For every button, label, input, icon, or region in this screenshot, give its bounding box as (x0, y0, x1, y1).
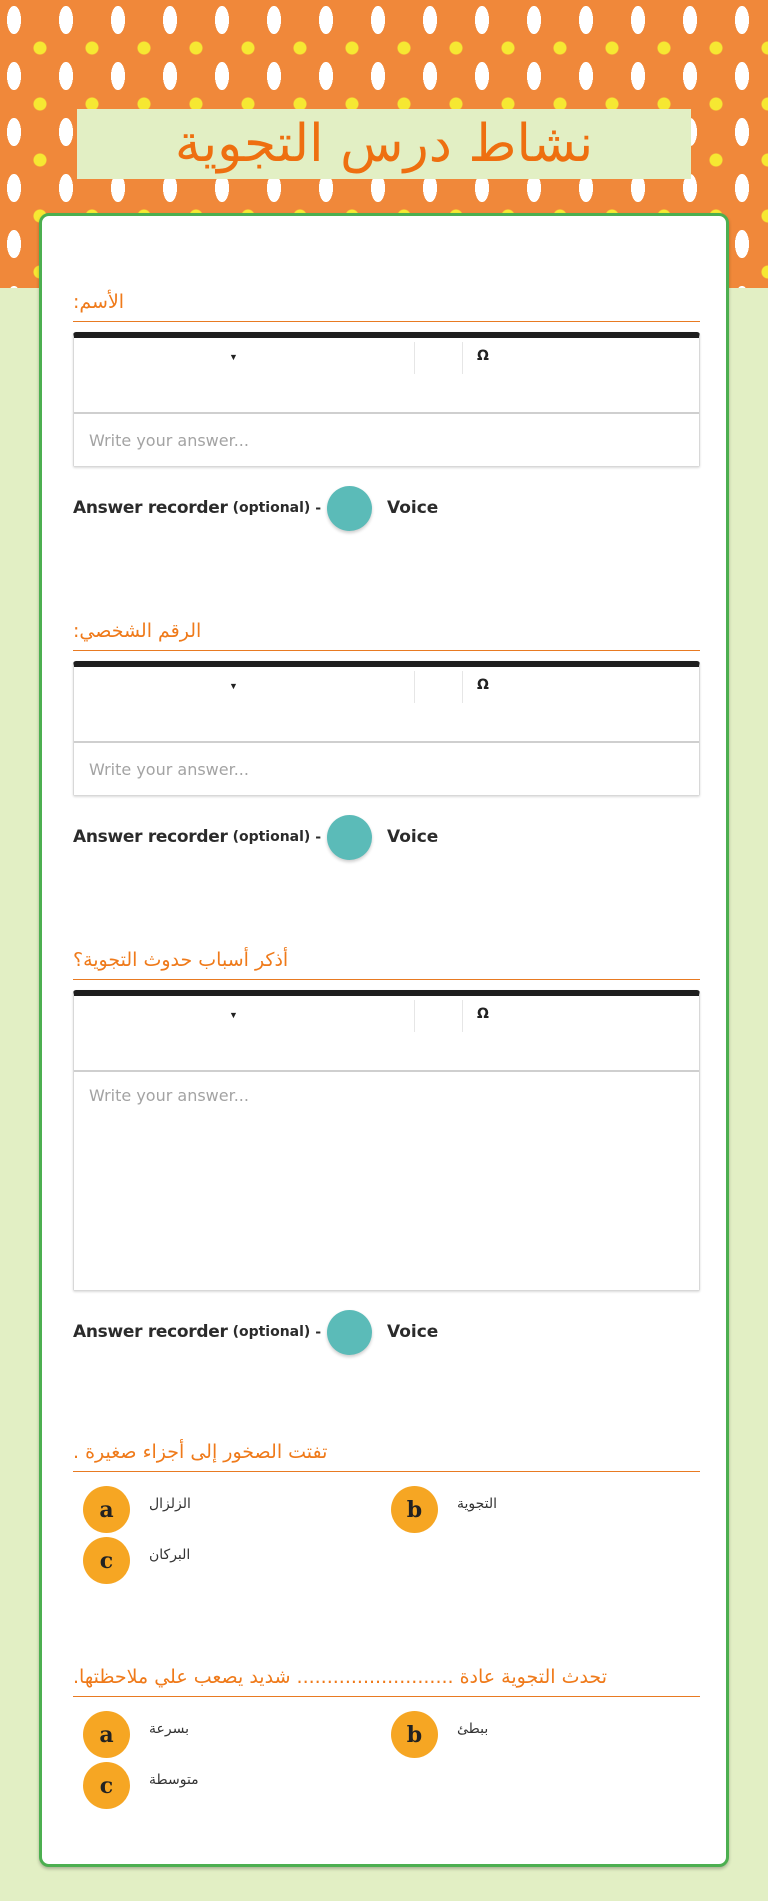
option-a[interactable] (83, 1711, 189, 1758)
option-c[interactable] (83, 1537, 190, 1584)
special-character-button[interactable]: Ω (477, 348, 489, 364)
title-box (77, 109, 691, 179)
answer-recorder (73, 485, 700, 531)
option-text: متوسطة (149, 1772, 199, 1788)
special-character-button[interactable]: Ω (477, 677, 489, 693)
recorder-label: Answer recorder (73, 498, 228, 518)
question-id (73, 611, 700, 860)
recorder-optional: (optional) (232, 829, 311, 845)
answer-recorder (73, 1309, 700, 1355)
option-badge: a (83, 1711, 130, 1758)
options-list (73, 1486, 700, 1596)
voice-record-button[interactable] (327, 1310, 372, 1355)
answer-editor (73, 332, 700, 467)
option-badge: b (391, 1711, 438, 1758)
toolbar-divider (414, 342, 415, 374)
toolbar-divider (414, 1000, 415, 1032)
answer-input[interactable] (74, 743, 699, 795)
worksheet-card (39, 213, 729, 1867)
option-text: ببطئ (457, 1721, 489, 1737)
recorder-optional: (optional) (232, 1324, 311, 1340)
options-list (73, 1711, 700, 1821)
option-badge: c (83, 1537, 130, 1584)
voice-label: Voice (387, 498, 439, 518)
question-name (73, 282, 700, 531)
question-weathering-speed (73, 1657, 700, 1821)
question-label: أذكر أسباب حدوث التجوية؟ (73, 940, 700, 980)
caret-down-icon[interactable]: ▼ (229, 1010, 238, 1020)
option-badge: a (83, 1486, 130, 1533)
toolbar-divider (414, 671, 415, 703)
option-text: بسرعة (149, 1721, 189, 1737)
recorder-label: Answer recorder (73, 827, 228, 847)
question-rock-breakdown (73, 1432, 700, 1596)
page-title: نشاط درس التجوية (174, 114, 594, 174)
caret-down-icon[interactable]: ▼ (229, 352, 238, 362)
option-b[interactable] (391, 1486, 497, 1533)
editor-toolbar (74, 996, 699, 1072)
question-label: تفتت الصخور إلى أجزاء صغيرة . (73, 1432, 700, 1472)
option-a[interactable] (83, 1486, 191, 1533)
recorder-optional: (optional) (232, 500, 311, 516)
toolbar-divider (462, 671, 463, 703)
recorder-dash: - (315, 498, 321, 517)
question-label: الأسم: (73, 282, 700, 322)
editor-toolbar (74, 667, 699, 743)
question-label: تحدث التجوية عادة .......................... شديد يصعب علي ملاحظتها. (73, 1657, 700, 1697)
voice-record-button[interactable] (327, 486, 372, 531)
option-text: الزلزال (149, 1496, 191, 1512)
answer-input[interactable] (74, 414, 699, 466)
voice-label: Voice (387, 827, 439, 847)
question-weathering-causes (73, 940, 700, 1355)
voice-record-button[interactable] (327, 815, 372, 860)
answer-textarea[interactable] (74, 1072, 699, 1290)
option-badge: c (83, 1762, 130, 1809)
option-badge: b (391, 1486, 438, 1533)
answer-editor (73, 661, 700, 796)
option-text: التجوية (457, 1496, 498, 1512)
voice-label: Voice (387, 1322, 439, 1342)
option-c[interactable] (83, 1762, 199, 1809)
editor-toolbar (74, 338, 699, 414)
special-character-button[interactable]: Ω (477, 1006, 489, 1022)
question-label: الرقم الشخصي: (73, 611, 700, 651)
option-b[interactable] (391, 1711, 488, 1758)
answer-recorder (73, 814, 700, 860)
recorder-dash: - (315, 1322, 321, 1341)
toolbar-divider (462, 1000, 463, 1032)
recorder-label: Answer recorder (73, 1322, 228, 1342)
recorder-dash: - (315, 827, 321, 846)
answer-editor (73, 990, 700, 1291)
caret-down-icon[interactable]: ▼ (229, 681, 238, 691)
toolbar-divider (462, 342, 463, 374)
option-text: البركان (149, 1547, 191, 1563)
